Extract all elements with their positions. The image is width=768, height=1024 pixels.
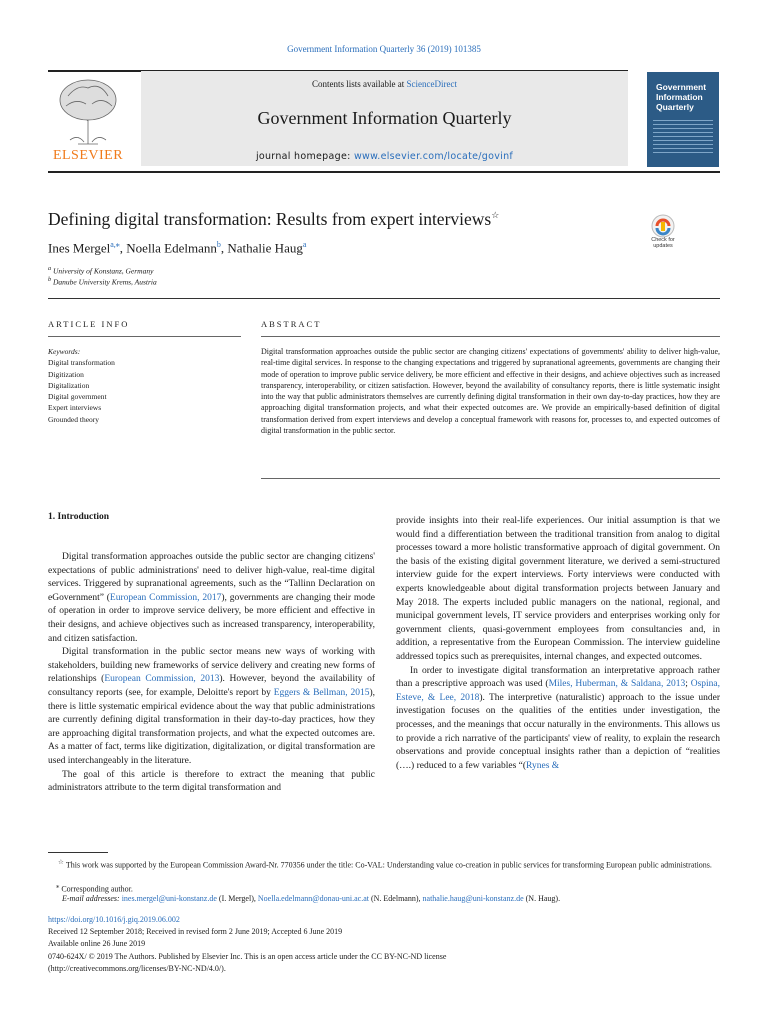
- journal-reference[interactable]: [0, 44, 768, 54]
- text-run: ), governments are changing their mode of operation in order to improve service delivery, be more efficient and effective in their designs, and achieve objectives such as increased transparency, interoperability, and citizen satisfaction.: [48, 592, 375, 644]
- check-for-updates-label: Check for updates: [651, 237, 675, 249]
- journal-reference-link[interactable]: Government Information Quarterly 36 (2019) 101385: [287, 44, 481, 54]
- footnote-text: This work was supported by the European Commission Award-Nr. 770356 under the title: Co-VAL: Understanding value co-creation in public services for transforming European public administrations.: [65, 860, 712, 870]
- available-online: Available online 26 June 2019: [48, 939, 146, 948]
- paragraph: [396, 665, 720, 774]
- affiliation-text: Danube University Krems, Austria: [53, 277, 157, 287]
- keyword: Digitalization: [48, 380, 90, 390]
- paragraph: The goal of this article is therefore to extract the meaning that public administrators attribute to the term digital transformation and: [48, 769, 375, 794]
- email-owner: (N. Haug).: [525, 894, 561, 903]
- elsevier-wordmark: ELSEVIER: [52, 148, 124, 163]
- cover-decoration: [653, 120, 713, 156]
- author-name: Ines Mergel: [48, 240, 111, 256]
- author-affiliation-mark[interactable]: b: [216, 240, 221, 249]
- paragraph: provide insights into their real-life experiences. Our initial assumption is that we would find a differentiation between the traditional transition from analog to digital processes toward a more holistic transformative approach of digital government. On the basis of the existing digital government literature, we derived a semi-structured interview guide for the expert interviews. Forty interviews were conducted with experts knowledgeable about digital transformation projects between January and May 2018. The experts included public managers on the national, regional, and municipal government levels, IT service providers and enterprises working only for government clients, quasi-government employees from consultancies and, in addition, a representative from the European Commission. The interview guideline addressed topics such as prerequisites, internal changes, and expected outcomes.: [396, 516, 720, 662]
- divider: [48, 298, 720, 299]
- email-footnote: [48, 893, 720, 904]
- text-run: Digital transformation approaches outside the public sector are changing citizens' expectations of public administrations' need to deliver high-value, real-time digital services. Triggered by supranational agreements, such as the “Tallinn Declaration on eGovernment” (: [48, 552, 375, 603]
- footnote-text: Corresponding author.: [61, 884, 133, 894]
- affiliation: [48, 276, 157, 287]
- article-info-heading: ARTICLE INFO: [48, 319, 130, 329]
- author-name: Nathalie Haug: [227, 240, 303, 256]
- keyword: Digital government: [48, 392, 107, 402]
- contents-prefix: Contents lists available at: [312, 79, 407, 89]
- footnote-mark: ⁎: [56, 883, 60, 890]
- title-footnote-mark[interactable]: ☆: [491, 210, 500, 221]
- footnote-mark: ☆: [58, 859, 64, 866]
- check-for-updates-badge[interactable]: [646, 213, 680, 251]
- received-dates: Received 12 September 2018; Received in revised form 2 June 2019; Accepted 6 June 2019: [48, 927, 343, 936]
- text-run: ;: [685, 679, 691, 690]
- paragraph: [48, 646, 375, 768]
- homepage-prefix: journal homepage:: [255, 151, 354, 162]
- elsevier-tree-logo: [48, 76, 128, 146]
- affiliation: [48, 265, 153, 276]
- journal-homepage: [141, 151, 628, 162]
- sciencedirect-link[interactable]: ScienceDirect: [406, 79, 457, 89]
- email-link[interactable]: Noella.edelmann@donau-uni.ac.at: [257, 894, 369, 903]
- keyword: Expert interviews: [48, 403, 102, 413]
- divider: [261, 336, 720, 337]
- citation-link[interactable]: Miles, Huberman, & Saldana, 2013: [548, 679, 686, 690]
- paragraph: [48, 551, 375, 646]
- email-owner: (N. Edelmann),: [370, 894, 421, 903]
- citation-link[interactable]: European Commission, 2017: [109, 592, 222, 603]
- affiliation-text: University of Konstanz, Germany: [53, 266, 154, 276]
- author-name: Noella Edelmann: [126, 240, 217, 256]
- journal-title: Government Information Quarterly: [257, 108, 512, 128]
- email-label: E-mail addresses:: [62, 894, 120, 903]
- affiliation-mark: b: [48, 276, 52, 283]
- author-affiliation-mark[interactable]: a: [302, 240, 307, 249]
- body-right-column: [396, 515, 720, 773]
- citation-link[interactable]: Eggers & Bellman, 2015: [273, 687, 370, 698]
- text-run: ). However, beyond the availability of consultancy reports (see, for example, Deloitte's report by: [48, 674, 375, 698]
- email-link[interactable]: nathalie.haug@uni-konstanz.de: [422, 894, 524, 903]
- keywords-block: [48, 346, 115, 425]
- divider: [48, 336, 241, 337]
- citation-link[interactable]: Ospina, Esteve, & Lee, 2018: [396, 679, 721, 703]
- text-run: In order to investigate digital transformation an interpretative approach rather than a prescriptive approach was used (: [396, 665, 720, 690]
- keywords-label: Keywords:: [48, 347, 81, 356]
- text-run: Digital transformation in the public sector means new ways of working with stakeholders, building new frameworks of service delivery and creating new forms of relationships (: [48, 647, 375, 685]
- header-bottom-rule: [48, 171, 720, 173]
- license-line: 0740-624X/ © 2019 The Authors. Published by Elsevier Inc. This is an open access article under the CC BY-NC-ND license: [48, 952, 447, 961]
- email-owner: (I. Mergel),: [218, 894, 256, 903]
- section-heading: 1. Introduction: [48, 512, 110, 522]
- homepage-link[interactable]: www.elsevier.com/locate/govinf: [353, 151, 514, 162]
- citation-link[interactable]: European Commission, 2013: [104, 674, 220, 685]
- email-link[interactable]: ines.mergel@uni-konstanz.de: [121, 894, 217, 903]
- doi-link[interactable]: https://doi.org/10.1016/j.giq.2019.06.002: [48, 915, 180, 924]
- footnote-rule: [48, 852, 108, 853]
- text-run: ), there is little systematic empirical evidence about the way that public administrations are currently defining digital transformation in their day-to-day practices, how they are approaching digital transformation projects, and what the expected outcomes are. As a matter of fact, terms like digitization, digitalization, or digital transformation are used interchangeably in the literature.: [48, 687, 375, 766]
- license-url: (http://creativecommons.org/licenses/BY-NC-ND/4.0/).: [48, 964, 226, 973]
- keyword: Grounded theory: [48, 414, 100, 424]
- author-list: Ines Mergel$^{a,⁎}$, Noella Edelmann$^b$, Nathalie Haug$^a$: [48, 240, 307, 256]
- abstract-heading: ABSTRACT: [261, 319, 322, 329]
- keyword: Digitization: [48, 369, 84, 379]
- text-run: ). The interpretive (naturalistic) approach to the issue under investigation focuses on the qualities of the entities under investigation, the processes, and the meanings that occur naturally in the environments. This allows us to provide a rich narrative of the participants' view of reality, to explain the research observations and provide conceptual insights rather than a depiction of “realities (….) reduced to a few variables “(: [396, 692, 720, 771]
- affiliation-mark: a: [48, 265, 52, 272]
- divider: [261, 478, 720, 479]
- article-title: [48, 209, 499, 230]
- keyword: Digital transformation: [48, 358, 115, 368]
- funding-footnote: [48, 857, 720, 871]
- citation-link[interactable]: Rynes &: [526, 760, 560, 771]
- contents-line: [141, 79, 628, 89]
- abstract-text: Digital transformation approaches outside the public sector are changing citizens' expectations of governments' ability to deliver high-value, real-time digital services. In response to the changing expectations and triggered by supranational agreements, governments are changing their mode of operation to improve public service delivery, be more efficient and effective in their designs, and achieve objectives such as increased transparency, interoperability, or citizen satisfaction. However, beyond the availability of consultancy reports, there is little systematic insight into the way that public administrators themselves are currently defining digital transformation in their own day-to-day practices, how they are approaching digital transformation projects, and what their expected outcomes are. We provide an empirically-based definition of digital transformation derived from expert interviews and develop a conceptual framework with reasons for, processes to, and expected outcomes of digital transformation in the public sector.: [261, 347, 720, 436]
- author-affiliation-mark[interactable]: a,⁎: [110, 240, 120, 249]
- body-left-column: [48, 551, 375, 796]
- cover-title: Government Information Quarterly: [656, 82, 707, 112]
- doi-line[interactable]: [48, 914, 180, 925]
- article-title-text: Defining digital transformation: Results from expert interviews: [48, 209, 492, 229]
